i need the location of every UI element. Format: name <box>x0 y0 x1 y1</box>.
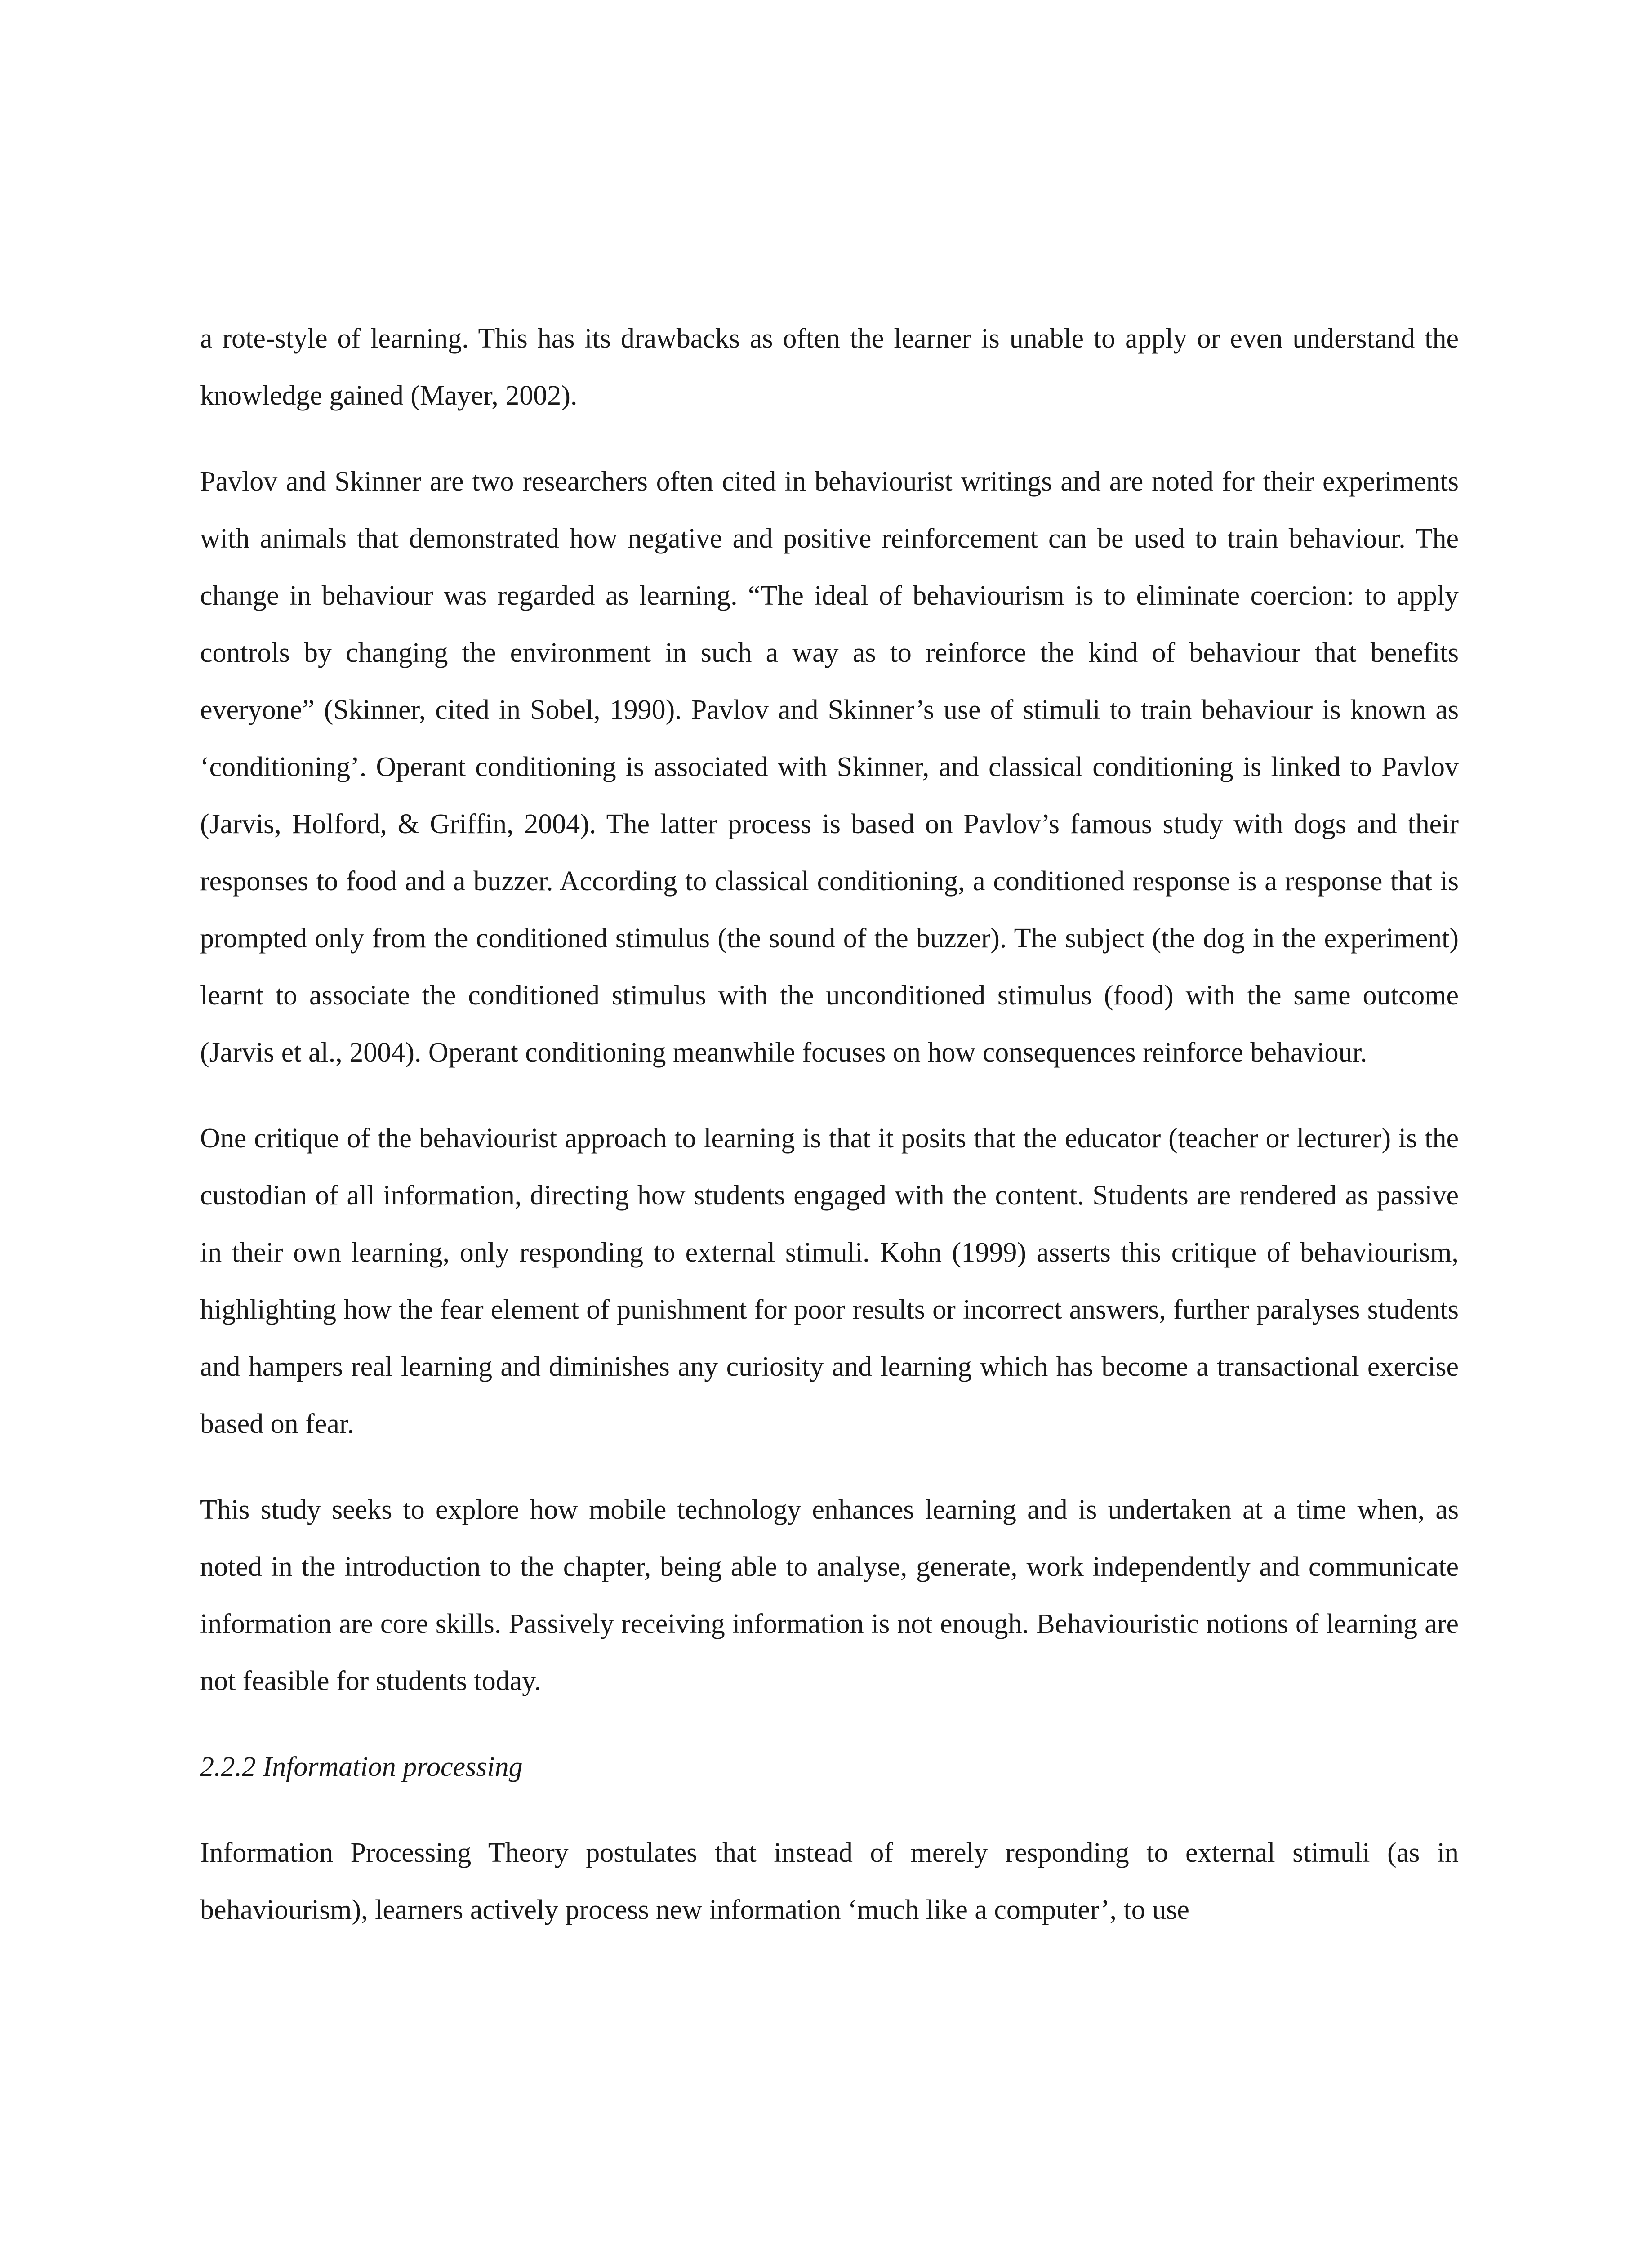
section-heading: 2.2.2 Information processing <box>200 1752 523 1782</box>
page-body <box>200 310 1459 1967</box>
paragraph-pavlov-skinner: Pavlov and Skinner are two researchers often cited in behaviourist writings and are noted for their experiments with animals that demonstrated how negative and positive reinforcement can be used to train behaviour. The change in behaviour was regarded as learning. “The ideal of behaviourism is to eliminate coercion: to apply controls by changing the environment in such a way as to reinforce the kind of behaviour that benefits everyone” (Skinner, cited in Sobel, 1990). Pavlov and Skinner’s use of stimuli to train behaviour is known as ‘conditioning’. Operant conditioning is associated with Skinner, and classical conditioning is linked to Pavlov (Jarvis, Holford, & Griffin, 2004). The latter process is based on Pavlov’s famous study with dogs and their responses to food and a buzzer. According to classical conditioning, a conditioned response is a response that is prompted only from the conditioned stimulus (the sound of the buzzer). The subject (the dog in the experiment) learnt to associate the conditioned stimulus with the unconditioned stimulus (food) with the same outcome (Jarvis et al., 2004). Operant conditioning meanwhile focuses on how consequences reinforce behaviour. <box>200 466 1459 1068</box>
paragraph-rote-learning: a rote-style of learning. This has its drawbacks as often the learner is unable to apply or even understand the knowledge gained (Mayer, 2002). <box>200 323 1459 411</box>
paragraph-study-aim: This study seeks to explore how mobile technology enhances learning and is undertaken at a time when, as noted in the introduction to the chapter, being able to analyse, generate, work independently and communicate information are core skills. Passively receiving information is not enough. Behaviouristic notions of learning are not feasible for students today. <box>200 1494 1459 1696</box>
paragraph-information-processing: Information Processing Theory postulates that instead of merely responding to external stimuli (as in behaviourism), learners actively process new information ‘much like a computer’, to use <box>200 1838 1459 1925</box>
paragraph-behaviourist-critique: One critique of the behaviourist approach to learning is that it posits that the educator (teacher or lecturer) is the custodian of all information, directing how students engaged with the content. Students are rendered as passive in their own learning, only responding to external stimuli. Kohn (1999) asserts this critique of behaviourism, highlighting how the fear element of punishment for poor results or incorrect answers, further paralyses students and hampers real learning and diminishes any curiosity and learning which has become a transactional exercise based on fear. <box>200 1123 1459 1439</box>
